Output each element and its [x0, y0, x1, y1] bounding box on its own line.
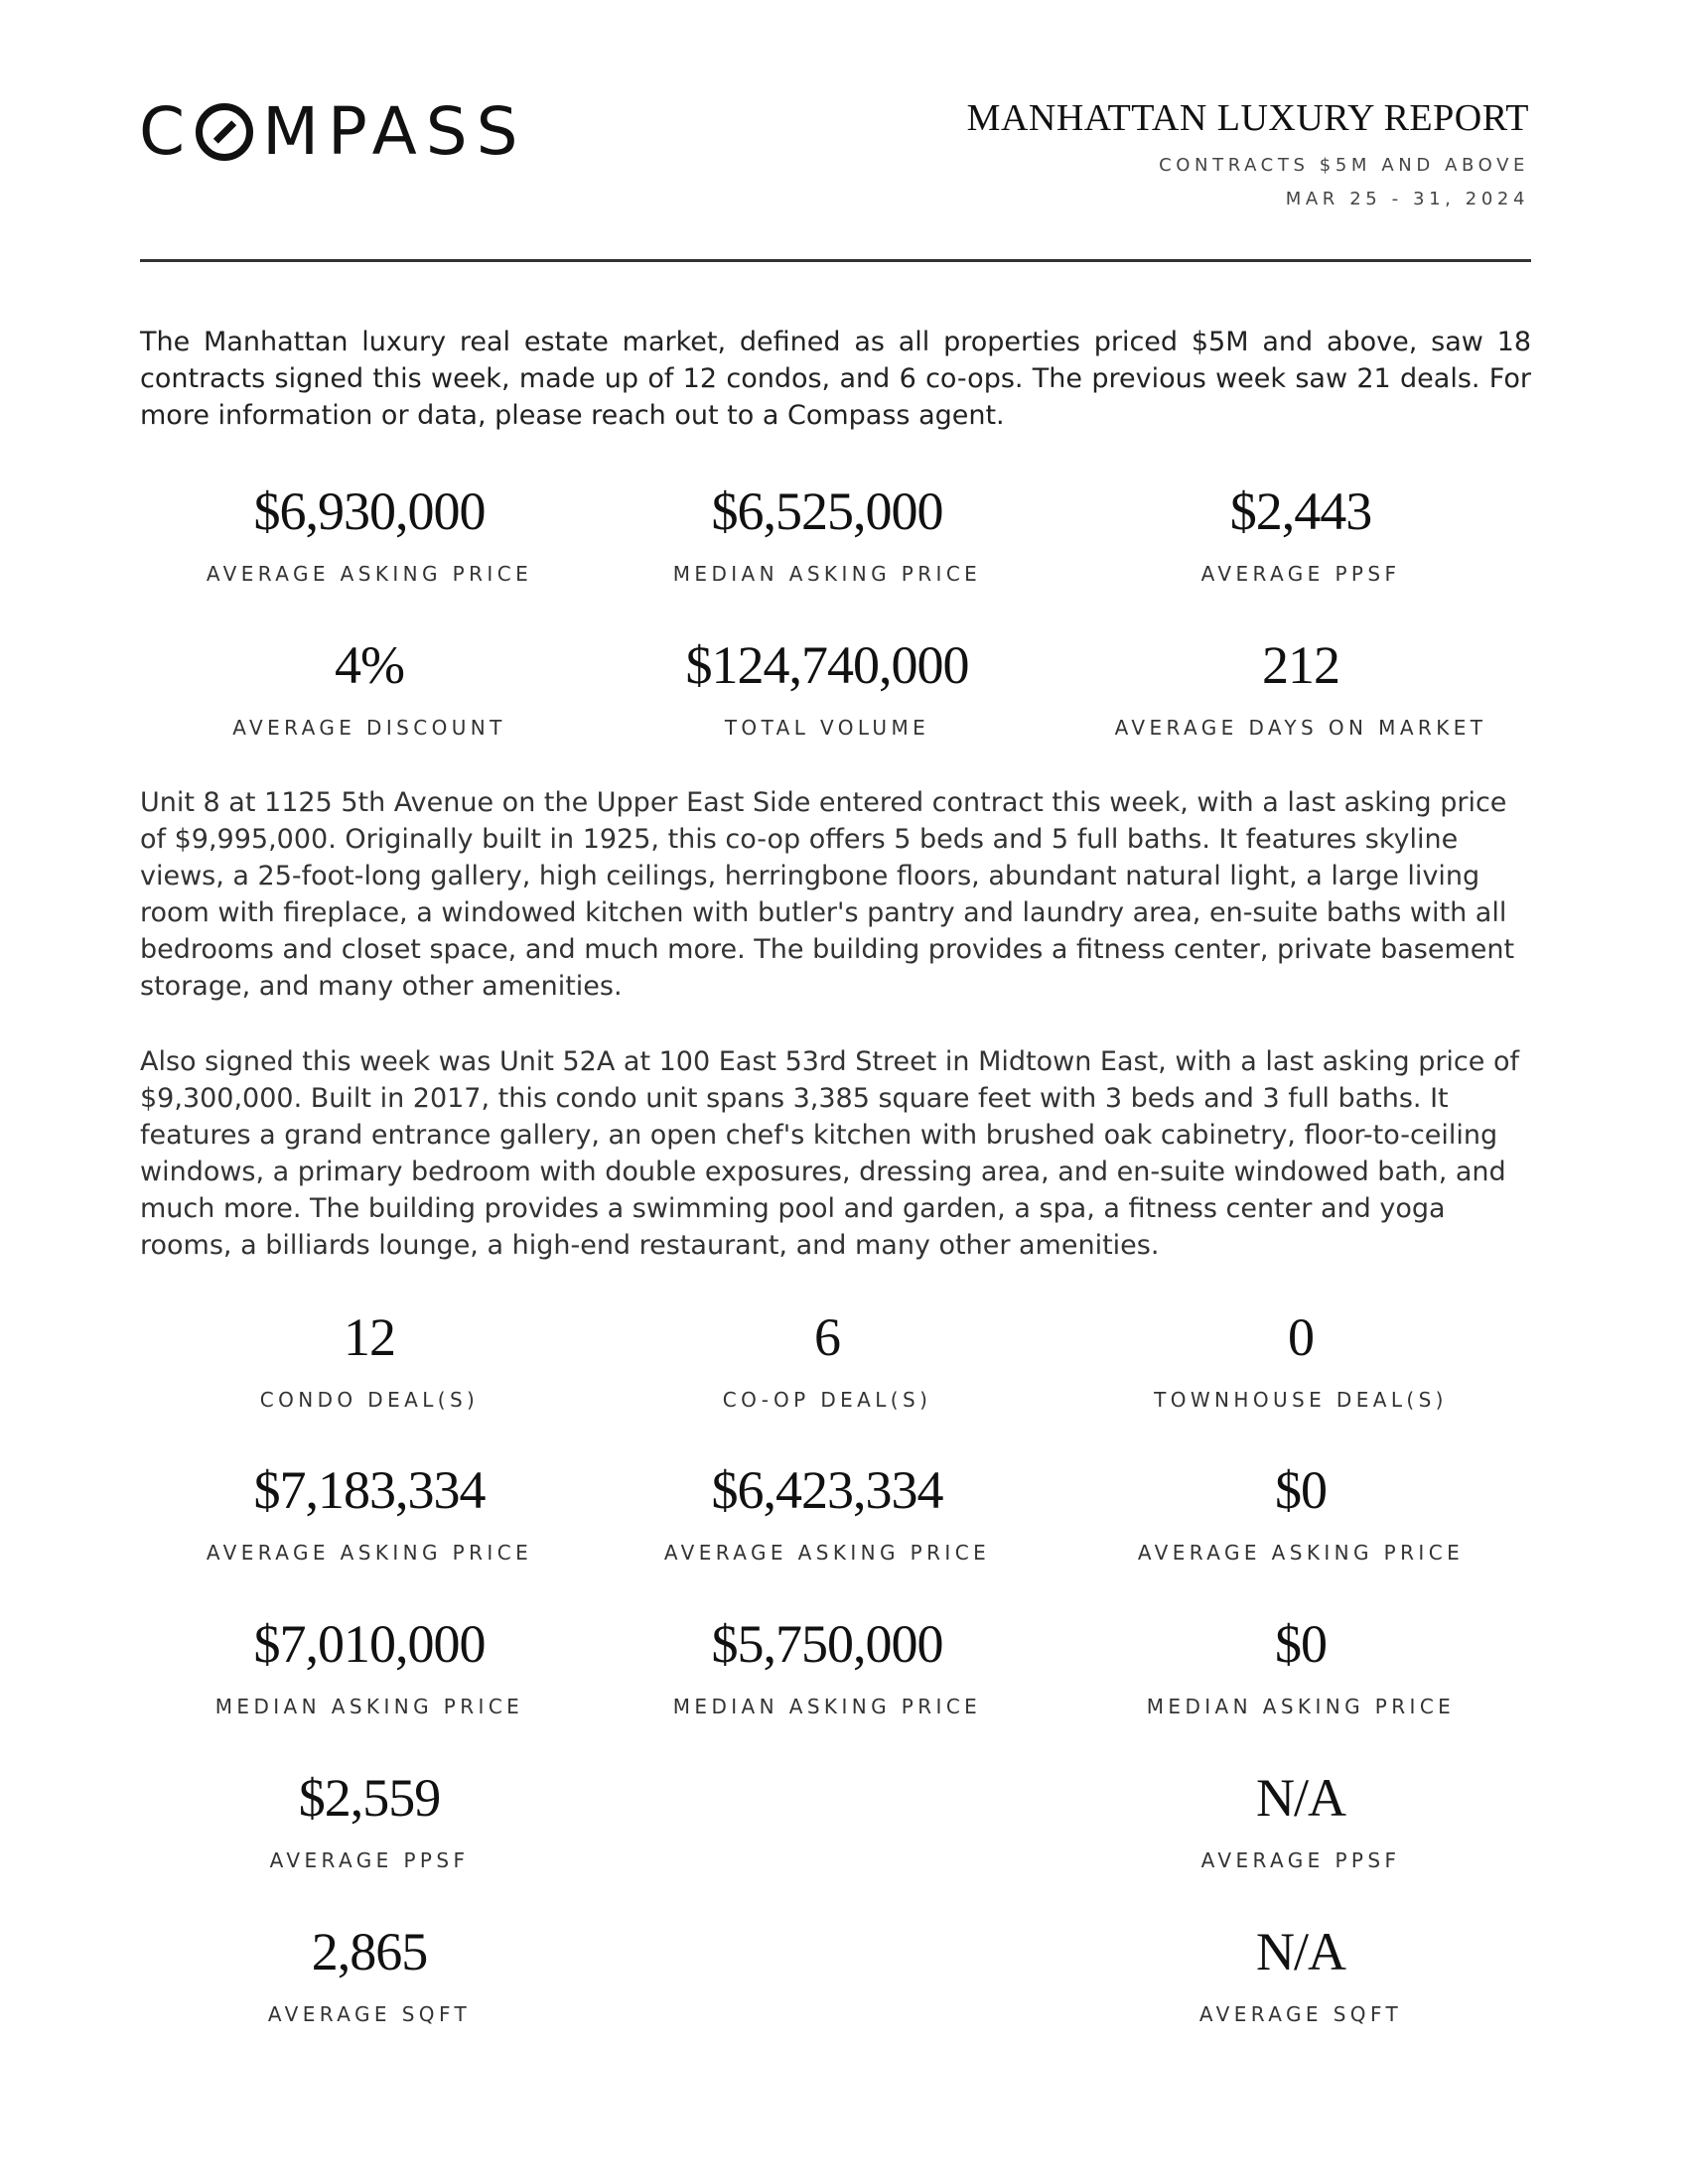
stat-median-asking-price — [599, 481, 1055, 586]
stat-value: $7,183,334 — [253, 1460, 486, 1520]
townhouse-median-asking-price — [1072, 1614, 1529, 1718]
coop-average-asking-price — [599, 1460, 1055, 1565]
compass-logo — [139, 93, 527, 170]
stat-label: AVERAGE SQFT — [267, 2002, 472, 2026]
report-title: MANHATTAN LUXURY REPORT — [966, 97, 1529, 139]
stat-label: AVERAGE SQFT — [1198, 2002, 1403, 2026]
condo-average-asking-price — [141, 1460, 598, 1565]
condo-average-sqft — [141, 1922, 598, 2026]
stat-label: TOTAL VOLUME — [724, 716, 930, 740]
stat-label: AVERAGE ASKING PRICE — [206, 562, 533, 586]
stat-average-ppsf — [1072, 481, 1529, 586]
compass-o-icon — [196, 103, 253, 161]
stat-value: N/A — [1256, 1922, 1345, 1981]
stat-average-discount — [141, 635, 598, 740]
stat-value: $6,423,334 — [711, 1460, 943, 1520]
header-divider — [140, 259, 1531, 262]
logo-letter-c: C — [139, 93, 195, 170]
stat-label: MEDIAN ASKING PRICE — [1146, 1695, 1456, 1718]
stat-label: AVERAGE PPSF — [269, 1848, 470, 1872]
report-header — [967, 99, 1529, 208]
intro-paragraph: The Manhattan luxury real estate market, defined as all properties priced $5M and above, saw 18 contracts signed this week, made up of 12 condos, and 6 co-ops. The previous week saw 21 deals. For more information or data, please reach out to a Compass agent. — [140, 327, 1531, 431]
stat-average-days-on-market — [1072, 635, 1529, 740]
stat-average-asking-price — [141, 481, 598, 586]
condo-average-ppsf — [141, 1768, 598, 1872]
stat-label: CONDO DEAL(S) — [259, 1388, 480, 1412]
stat-value: $2,559 — [298, 1768, 441, 1828]
stat-value: 0 — [1288, 1307, 1314, 1367]
stat-value: 6 — [814, 1307, 840, 1367]
report-date-range: MAR 25 - 31, 2024 — [1285, 189, 1529, 209]
logo-letters-mpass: MPASS — [262, 93, 527, 170]
stat-label: CO-OP DEAL(S) — [722, 1388, 932, 1412]
stat-label: MEDIAN ASKING PRICE — [672, 562, 982, 586]
stat-label: AVERAGE DAYS ON MARKET — [1114, 716, 1487, 740]
highlight-paragraph-1: Unit 8 at 1125 5th Avenue on the Upper East Side entered contract this week, with a last asking price of $9,995,000. Originally built in 1925, this co-op offers 5 beds and 5 full baths. It features skyline views, a 25-foot-long gallery, high ceilings, herringbone floors, abundant natural light, a large living room with fireplace, a windowed kitchen with butler's pantry and laundry area, en-suite baths with all bedrooms and closet space, and much more. The building provides a fitness center, private basement storage, and many other amenities. — [140, 787, 1515, 1002]
stat-value: 212 — [1262, 635, 1339, 695]
stat-label: MEDIAN ASKING PRICE — [214, 1695, 524, 1718]
stat-label: AVERAGE ASKING PRICE — [663, 1541, 991, 1565]
stat-label: TOWNHOUSE DEAL(S) — [1154, 1388, 1448, 1412]
condo-deals — [141, 1307, 598, 1412]
stat-value: $7,010,000 — [253, 1614, 486, 1674]
coop-deals — [599, 1307, 1055, 1412]
report-subtitle: CONTRACTS $5M AND ABOVE — [1159, 155, 1529, 176]
stat-value: $0 — [1275, 1460, 1327, 1520]
stat-value: 4% — [335, 635, 404, 695]
stat-value: N/A — [1256, 1768, 1345, 1828]
stat-label: AVERAGE ASKING PRICE — [1137, 1541, 1465, 1565]
stat-total-volume — [599, 635, 1055, 740]
stat-value: $124,740,000 — [685, 635, 969, 695]
stat-value: $6,525,000 — [711, 481, 943, 541]
townhouse-average-asking-price — [1072, 1460, 1529, 1565]
stat-label: AVERAGE DISCOUNT — [232, 716, 506, 740]
stat-value: $5,750,000 — [711, 1614, 943, 1674]
stat-value: $6,930,000 — [253, 481, 486, 541]
highlight-paragraph-2: Also signed this week was Unit 52A at 100 East 53rd Street in Midtown East, with a last asking price of $9,300,000. Built in 2017, this condo unit spans 3,385 square feet with 3 beds and 3 full baths. It features a grand entrance gallery, an open chef's kitchen with brushed oak cabinetry, floor-to-ceiling windows, a primary bedroom with double exposures, dressing area, and en-suite windowed bath, and much more. The building provides a swimming pool and garden, a spa, a fitness center and yoga rooms, a billiards lounge, a high-end restaurant, and many other amenities. — [140, 1046, 1519, 1261]
stat-value: $0 — [1275, 1614, 1327, 1674]
stat-value: 12 — [344, 1307, 395, 1367]
townhouse-average-sqft — [1072, 1922, 1529, 2026]
stat-label: AVERAGE ASKING PRICE — [206, 1541, 533, 1565]
stat-label: AVERAGE PPSF — [1200, 1848, 1401, 1872]
condo-median-asking-price — [141, 1614, 598, 1718]
coop-median-asking-price — [599, 1614, 1055, 1718]
townhouse-average-ppsf — [1072, 1768, 1529, 1872]
stat-label: AVERAGE PPSF — [1200, 562, 1401, 586]
stat-value: $2,443 — [1229, 481, 1372, 541]
townhouse-deals — [1072, 1307, 1529, 1412]
stat-label: MEDIAN ASKING PRICE — [672, 1695, 982, 1718]
stat-value: 2,865 — [311, 1922, 428, 1981]
